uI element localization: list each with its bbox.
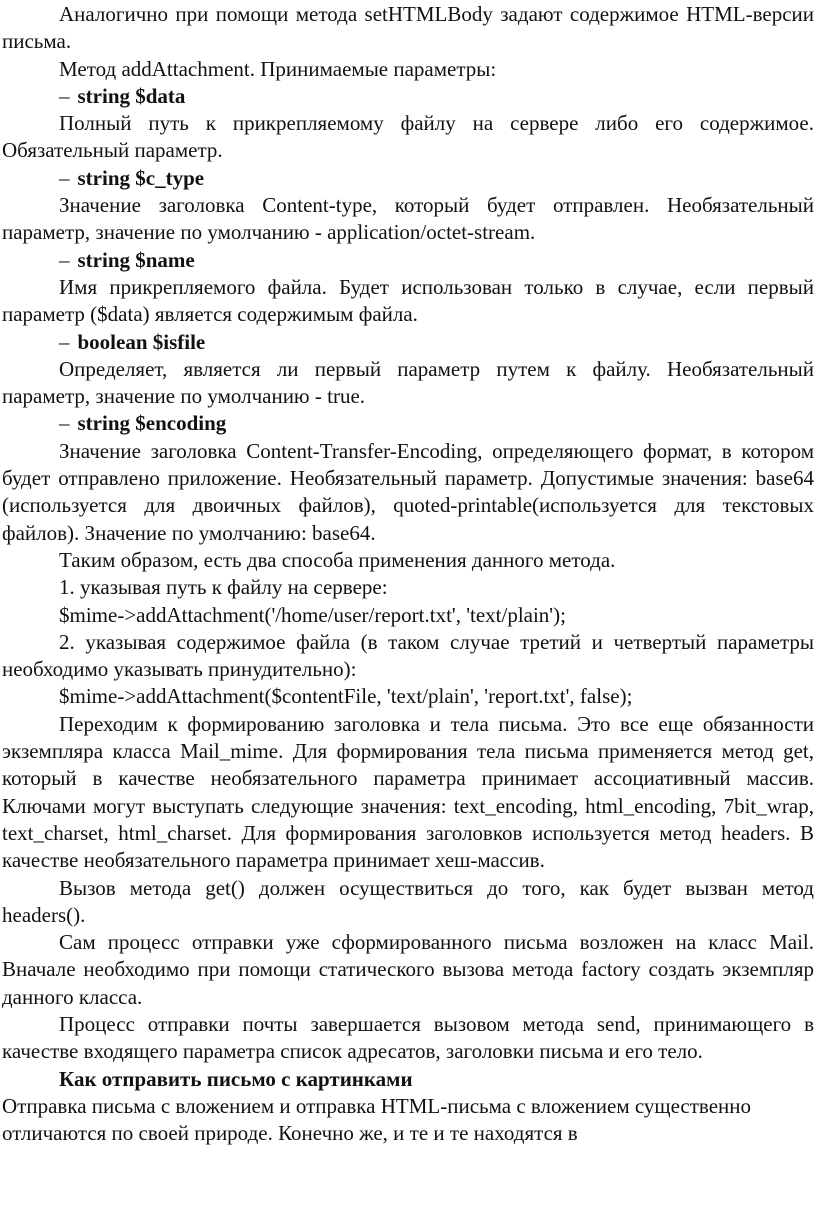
bullet-dash: – [59, 329, 70, 354]
paragraph-two-ways: Таким образом, есть два способа применения данного метода. [59, 547, 616, 572]
param-isfile-name [2, 329, 814, 356]
list-number: 1. [59, 575, 75, 600]
list-number: 2. [59, 629, 75, 654]
section-heading: Как отправить письмо с картинками [59, 1066, 413, 1091]
paragraph-headers-body: Переходим к формированию заголовка и тела письма. Это все еще обязанности экземпляра класса Mail_mime. Для формирования тела письма применяется метод get, который в качестве необязательного параметра принимает ассоциативный массив. Ключами могут выступать следующие значения: text_encoding, html_encoding, 7bit_wrap, text_charset, html_charset. Для формирования заголовков используется метод headers. В качестве необязательного параметра принимает хеш-массив. [2, 711, 814, 873]
bullet-dash: – [59, 83, 70, 108]
param-isfile-desc: Определяет, является ли первый параметр путем к файлу. Необязательный параметр, значение по умолчанию - true. [2, 356, 814, 409]
param-ctype-desc: Значение заголовка Content-type, который будет отправлен. Необязательный параметр, значение по умолчанию - application/octet-stream. [2, 193, 814, 245]
paragraph-send: Процесс отправки почты завершается вызовом метода send, принимающего в качестве входящего параметра список адресатов, заголовки письма и его тело. [2, 1011, 814, 1064]
param-name-text: boolean $isfile [77, 329, 206, 354]
paragraph-images-intro: Отправка письма с вложением и отправка HTML-письма с вложением существенно отличаются по своей природе. Конечно же, и те и те находятся в [2, 1093, 752, 1146]
code-line-1: $mime->addAttachment('/home/user/report.txt', 'text/plain'); [59, 602, 566, 627]
code-line-2: $mime->addAttachment($contentFile, 'text/plain', 'report.txt', false); [59, 684, 633, 709]
paragraph-addattachment-intro: Метод addAttachment. Принимаемые параметры: [59, 56, 497, 81]
param-name-desc: Имя прикрепляемого файла. Будет использован только в случае, если первый параметр ($data) является содержимым файла. [2, 274, 814, 327]
param-name-text: string $c_type [77, 165, 205, 190]
param-encoding-name [2, 410, 814, 437]
bullet-dash: – [59, 247, 70, 272]
paragraph-sethtmlbody: Аналогично при помощи метода setHTMLBody задают содержимое HTML-версии письма. [2, 2, 814, 54]
bullet-dash: – [59, 165, 70, 190]
param-ctype-name [2, 165, 814, 192]
list-text: указывая содержимое файла (в таком случае третий и четвертый параметры необходимо указывать принудительно): [2, 629, 814, 682]
param-name-name [2, 247, 814, 274]
param-data-desc: Полный путь к прикрепляемому файлу на сервере либо его содержимое. Обязательный параметр. [2, 111, 814, 163]
list-text: указывая путь к файлу на сервере: [80, 575, 388, 600]
param-name-text: string $encoding [77, 411, 227, 436]
param-name-text: string $name [77, 247, 195, 272]
param-data-name [2, 83, 814, 110]
paragraph-mail-class: Сам процесс отправки уже сформированного письма возложен на класс Mail. Вначале необходимо при помощи статического вызова метода factory создать экземпляр данного класса. [2, 930, 814, 1009]
param-encoding-desc: Значение заголовка Content-Transfer-Encoding, определяющего формат, в котором будет отправлено приложение. Необязательный параметр. Допустимые значения: base64 (используется для двоичных файлов), quoted-printable(используется для текстовых файлов). Значение по умолчанию: base64. [2, 438, 814, 545]
bullet-dash: – [59, 411, 70, 436]
param-name-text: string $data [77, 83, 186, 108]
list-item-1 [2, 574, 814, 601]
list-item-2 [2, 629, 814, 684]
paragraph-get-before-headers: Вызов метода get() должен осуществиться до того, как будет вызван метод headers(). [2, 875, 814, 927]
